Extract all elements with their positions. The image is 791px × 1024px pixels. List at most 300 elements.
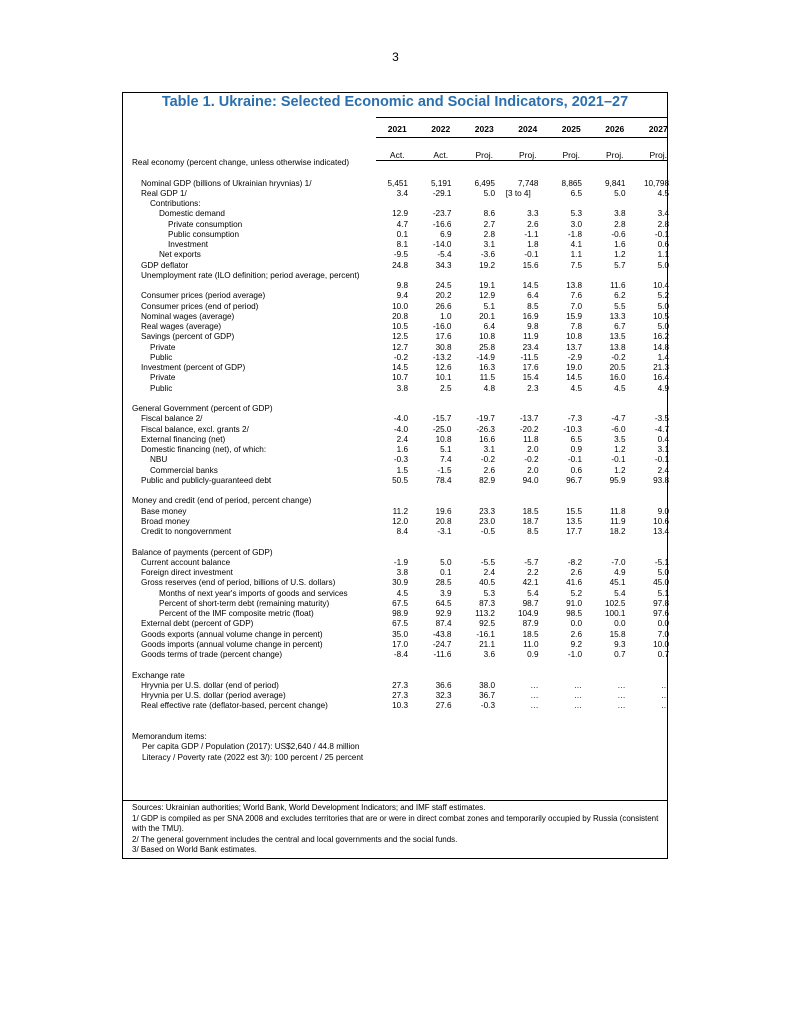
cell-value: 27.3 [392, 680, 408, 690]
table-row [132, 384, 672, 394]
cell-value: 10.8 [479, 332, 495, 342]
cell-value: 16.4 [653, 373, 669, 383]
table-row [132, 650, 672, 660]
cell-value: 6.4 [527, 291, 539, 301]
status-header: Proj. [606, 150, 624, 160]
cell-value: 2.2 [527, 568, 539, 577]
table-row [132, 425, 672, 435]
cell-value: 0.1 [440, 568, 452, 577]
cell-value: 20.2 [435, 291, 452, 301]
cell-value: -14.9 [476, 352, 495, 362]
table-title: Table 1. Ukraine: Selected Economic and Social Indicators, 2021–27 [161, 94, 629, 110]
row-label: Balance of payments (percent of GDP) [132, 547, 273, 557]
cell-value: 8.1 [396, 240, 408, 249]
cell-value: 5,451 [387, 178, 408, 188]
row-label: Months of next year's imports of goods and services [159, 588, 348, 598]
cell-value: -23.7 [432, 209, 452, 219]
cell-value: 32.3 [435, 691, 452, 700]
row-label: Credit to nongovernment [141, 527, 232, 536]
cell-value: 0.4 [657, 434, 669, 444]
cell-value: 42.1 [522, 578, 539, 588]
row-label: Goods terms of trade (percent change) [141, 650, 283, 659]
cell-value: 1.1 [657, 250, 669, 260]
cell-value: 28.5 [435, 578, 452, 588]
cell-value: 16.2 [653, 332, 669, 342]
cell-value: 6.9 [440, 229, 452, 239]
cell-value: 15.5 [566, 506, 582, 516]
cell-value: 17.6 [435, 332, 452, 342]
cell-value: 3.5 [614, 434, 626, 444]
table-row [132, 630, 672, 640]
cell-value: 16.0 [609, 373, 626, 383]
cell-value: -16.1 [476, 629, 495, 639]
cell-value: 98.9 [392, 609, 408, 618]
table-row [132, 220, 672, 230]
cell-value: 2.6 [570, 568, 582, 577]
cell-value: 27.6 [435, 701, 452, 711]
cell-value: 11.2 [392, 506, 408, 516]
cell-value: 12.6 [435, 363, 452, 372]
table-row [132, 640, 672, 650]
cell-value: 0.0 [657, 619, 669, 629]
table-row [132, 343, 672, 353]
cell-value: 13.7 [566, 342, 582, 352]
cell-value: 10.5 [392, 322, 408, 331]
row-label: General Government (percent of GDP) [132, 404, 273, 413]
table-row [132, 466, 672, 476]
cell-value: 3.4 [396, 188, 408, 198]
cell-value: 4.7 [396, 219, 408, 229]
row-label: Goods imports (annual volume change in percent) [141, 639, 323, 649]
memorandum-items [132, 732, 372, 763]
cell-value: -3.5 [654, 414, 669, 424]
cell-value: 12.9 [392, 209, 408, 219]
cell-value: -29.1 [432, 188, 452, 198]
cell-value: 21.3 [653, 363, 669, 372]
cell-value: … [530, 701, 539, 711]
cell-value: 10,798 [643, 178, 669, 188]
cell-value: 3.1 [483, 445, 495, 454]
cell-value: -43.8 [432, 629, 452, 639]
cell-value: -16.0 [432, 322, 452, 331]
cell-value: 4.9 [657, 383, 669, 393]
cell-value: -16.6 [432, 219, 452, 229]
cell-value: 4.5 [570, 383, 582, 393]
row-label: Public and publicly-guaranteed debt [141, 475, 272, 485]
row-label: Fiscal balance, excl. grants 2/ [141, 424, 249, 434]
table-row [132, 209, 672, 219]
cell-value: 20.8 [392, 311, 408, 321]
cell-value: 87.9 [522, 619, 539, 629]
table-row [132, 455, 672, 465]
cell-value: 9.0 [657, 506, 669, 516]
cell-value: 19.1 [479, 281, 495, 290]
cell-value: 20.8 [435, 516, 452, 526]
cell-value: 9.8 [396, 281, 408, 290]
cell-value: 12.0 [392, 516, 408, 526]
cell-value: 3.8 [396, 568, 408, 577]
cell-value: 5.2 [570, 588, 582, 598]
row-label: Public consumption [168, 229, 239, 239]
cell-value: -8.4 [393, 650, 408, 659]
cell-value: -4.0 [393, 414, 408, 424]
memo-line: Literacy / Poverty rate (2022 est 3/): 100 percent / 25 percent [142, 752, 364, 762]
cell-value: -7.0 [611, 557, 626, 567]
cell-value: 5.0 [657, 568, 669, 577]
cell-value: … [573, 691, 582, 700]
row-label: External debt (percent of GDP) [141, 619, 254, 629]
cell-value: 1.2 [614, 465, 626, 475]
cell-value: -13.2 [432, 352, 452, 362]
cell-value: 93.8 [653, 475, 669, 485]
cell-value: 30.8 [435, 342, 452, 352]
cell-value: 4.8 [483, 383, 495, 393]
table-row [132, 671, 672, 681]
cell-value: 18.7 [522, 516, 539, 526]
cell-value: 12.9 [479, 291, 495, 301]
cell-value: -26.3 [476, 424, 495, 434]
cell-value: 0.7 [657, 650, 669, 659]
cell-value: … [617, 691, 626, 700]
cell-value: 15.6 [522, 260, 539, 270]
cell-value: 6,495 [474, 178, 495, 188]
row-label: Contributions: [150, 199, 201, 208]
header-top-rule [376, 117, 668, 118]
cell-value: 1.6 [614, 240, 626, 249]
cell-value: 5.0 [614, 188, 626, 198]
cell-value: 24.8 [392, 260, 408, 270]
cell-value: 11.0 [523, 639, 539, 649]
table-body [132, 158, 672, 712]
cell-value: 13.5 [566, 516, 582, 526]
cell-value: 12.7 [392, 342, 408, 352]
cell-value: 9,841 [605, 178, 626, 188]
cell-value: -5.1 [654, 557, 669, 567]
table-row [132, 701, 672, 711]
row-label: Consumer prices (period average) [141, 291, 266, 301]
status-header: Act. [433, 150, 449, 160]
table-row [132, 435, 672, 445]
cell-value: 5.4 [527, 588, 539, 598]
cell-value: -11.5 [520, 352, 539, 362]
cell-value: 7.4 [440, 455, 452, 465]
cell-value: -0.2 [611, 352, 626, 362]
status-header: Proj. [562, 150, 580, 160]
cell-value: 0.1 [396, 229, 408, 239]
cell-value: 0.6 [657, 240, 669, 249]
cell-value: 5.0 [657, 260, 669, 270]
row-spacer [132, 394, 672, 404]
cell-value: 98.7 [522, 598, 539, 608]
cell-value: 15.8 [609, 629, 626, 639]
cell-value: 0.7 [614, 650, 626, 659]
cell-value: 4.5 [614, 383, 626, 393]
cell-value: -2.9 [567, 352, 582, 362]
cell-value: 78.4 [435, 475, 452, 485]
cell-value: 2.8 [483, 229, 495, 239]
cell-value: 7.6 [570, 291, 582, 301]
cell-value: 0.0 [570, 619, 582, 629]
cell-value: 82.9 [479, 475, 495, 485]
cell-value: … [530, 680, 539, 690]
cell-value: 10.3 [392, 701, 408, 711]
cell-value: -0.2 [524, 455, 539, 465]
cell-value: 94.0 [522, 475, 539, 485]
cell-value: 100.1 [605, 609, 626, 618]
cell-value: 8.5 [527, 527, 539, 536]
table-row [132, 363, 672, 373]
table-row [132, 271, 672, 292]
cell-value: 24.5 [435, 281, 452, 290]
cell-value: 92.5 [479, 619, 495, 629]
cell-value: … [660, 701, 669, 711]
cell-value: 3.9 [440, 588, 452, 598]
cell-value: 1.2 [614, 445, 626, 454]
table-row [132, 619, 672, 629]
row-label: Unemployment rate (ILO definition; period average, percent) [141, 270, 360, 280]
status-header: Act. [389, 150, 405, 160]
table-row [132, 240, 672, 250]
row-label: Hryvnia per U.S. dollar (period average) [141, 691, 286, 700]
row-label: Public [150, 352, 173, 362]
cell-value: 4.9 [614, 568, 626, 577]
cell-value: -0.1 [654, 229, 669, 239]
cell-value: 34.3 [435, 260, 452, 270]
cell-value: -25.0 [432, 424, 452, 434]
cell-value: -4.0 [393, 424, 408, 434]
cell-value: 45.0 [653, 578, 669, 588]
cell-value: 13.4 [653, 527, 669, 536]
row-label: GDP deflator [141, 260, 189, 270]
table-row [132, 312, 672, 322]
notes-rule [122, 800, 668, 801]
table-row [132, 507, 672, 517]
row-label: Net exports [159, 250, 201, 260]
cell-value: 67.5 [392, 598, 408, 608]
cell-value: 14.5 [522, 281, 539, 290]
cell-value: 2.0 [527, 465, 539, 475]
cell-value: -1.1 [524, 229, 539, 239]
cell-value: 13.8 [609, 342, 626, 352]
cell-value: [3 to 4] [505, 188, 531, 198]
table-row [132, 609, 672, 619]
cell-value: 0.9 [570, 445, 582, 454]
cell-value: 13.5 [609, 332, 626, 342]
cell-value: -3.6 [480, 250, 495, 260]
cell-value: 38.0 [479, 680, 495, 690]
table-row [132, 373, 672, 383]
cell-value: 14.8 [653, 342, 669, 352]
note-line: Sources: Ukrainian authorities; World Bank, World Development Indicators; and IMF staff estimates. [132, 803, 486, 812]
cell-value: 13.8 [566, 281, 582, 290]
table-row [132, 404, 672, 414]
cell-value: 16.9 [522, 311, 539, 321]
cell-value: 92.9 [435, 609, 452, 618]
year-header: 2021 [387, 124, 407, 134]
cell-value: -10.3 [563, 424, 582, 434]
cell-value: 1.1 [570, 250, 582, 260]
cell-value: 5.1 [483, 301, 495, 311]
cell-value: 26.6 [435, 301, 452, 311]
cell-value: -0.2 [393, 352, 408, 362]
cell-value: -0.1 [611, 455, 626, 465]
cell-value: 11.9 [610, 516, 626, 526]
status-header: Proj. [649, 150, 667, 160]
cell-value: 8.6 [483, 209, 495, 219]
cell-value: 7.0 [657, 629, 669, 639]
cell-value: 1.4 [657, 352, 669, 362]
cell-value: 16.6 [479, 434, 495, 444]
table-row [132, 291, 672, 301]
cell-value: 10.0 [392, 301, 408, 311]
cell-value: -7.3 [567, 414, 582, 424]
row-label: Foreign direct investment [141, 568, 233, 577]
table-row [132, 548, 672, 558]
cell-value: 23.0 [479, 516, 495, 526]
cell-value: 5.1 [440, 445, 452, 454]
cell-value: 19.2 [479, 260, 495, 270]
cell-value: 30.9 [392, 578, 408, 588]
cell-value: 1.6 [396, 445, 408, 454]
cell-value: 113.2 [475, 609, 495, 618]
cell-value: 19.0 [566, 363, 582, 372]
row-label: Money and credit (end of period, percent change) [132, 496, 312, 506]
cell-value: 1.5 [396, 465, 408, 475]
cell-value: -15.7 [432, 414, 452, 424]
cell-value: 6.2 [614, 291, 626, 301]
cell-value: -0.1 [654, 455, 669, 465]
cell-value: 5.7 [614, 260, 626, 270]
table-row [132, 302, 672, 312]
row-label: Commercial banks [150, 465, 218, 475]
note-line: 2/ The general government includes the central and local governments and the social funds. [132, 834, 458, 844]
table-row [132, 476, 672, 486]
cell-value: -1.9 [393, 557, 408, 567]
cell-value: 104.9 [518, 609, 539, 618]
cell-value: -5.5 [480, 557, 495, 567]
cell-value: 18.2 [609, 527, 626, 536]
cell-value: 11.6 [610, 281, 626, 290]
year-header: 2025 [561, 124, 581, 134]
row-label: Investment [168, 240, 209, 249]
table-row [132, 681, 672, 691]
cell-value: -0.1 [524, 250, 539, 260]
row-label: Nominal wages (average) [141, 311, 235, 321]
cell-value: 18.5 [522, 506, 539, 516]
cell-value: 67.5 [392, 619, 408, 629]
page-number: 3 [392, 50, 399, 64]
cell-value: 5.0 [483, 188, 495, 198]
cell-value: -5.7 [524, 557, 539, 567]
row-label: Real effective rate (deflator-based, percent change) [141, 701, 328, 711]
cell-value: 3.4 [657, 209, 669, 219]
cell-value: 40.5 [479, 578, 495, 588]
cell-value: -20.2 [519, 424, 539, 434]
cell-value: 35.0 [392, 629, 408, 639]
cell-value: 96.7 [566, 475, 582, 485]
cell-value: 45.1 [609, 578, 626, 588]
table-row [132, 322, 672, 332]
row-label: Exchange rate [132, 670, 185, 680]
cell-value: 3.6 [483, 650, 495, 659]
year-header: 2023 [474, 124, 494, 134]
cell-value: … [660, 680, 669, 690]
cell-value: 10.7 [392, 373, 408, 383]
cell-value: 8.4 [396, 527, 408, 536]
table-row [132, 250, 672, 260]
table-row [132, 179, 672, 189]
cell-value: 15.4 [522, 373, 539, 383]
cell-value: 9.2 [570, 639, 582, 649]
cell-value: 3.8 [614, 209, 626, 219]
cell-value: 36.6 [435, 680, 452, 690]
row-spacer [132, 537, 672, 547]
cell-value: 25.8 [479, 342, 495, 352]
table-row [132, 558, 672, 568]
table-row [132, 517, 672, 527]
year-header: 2022 [431, 124, 451, 134]
cell-value: 11.8 [610, 506, 626, 516]
cell-value: 4.1 [570, 240, 582, 249]
cell-value: 10.6 [653, 516, 669, 526]
row-label: Gross reserves (end of period, billions of U.S. dollars) [141, 578, 336, 588]
cell-value: -5.4 [437, 250, 452, 260]
table-row [132, 199, 672, 209]
cell-value: 2.7 [483, 219, 495, 229]
row-label: Real GDP 1/ [141, 188, 187, 198]
cell-value: -0.2 [480, 455, 495, 465]
cell-value: -19.7 [476, 414, 495, 424]
row-spacer [132, 660, 672, 670]
cell-value: -14.0 [432, 240, 452, 249]
cell-value: 3.8 [396, 383, 408, 393]
row-label: Private [150, 373, 176, 383]
cell-value: 19.6 [435, 506, 452, 516]
row-label: Percent of the IMF composite metric (float) [159, 609, 314, 618]
cell-value: 6.5 [570, 188, 582, 198]
row-label: Private [150, 342, 176, 352]
row-label: Nominal GDP (billions of Ukrainian hryvnias) 1/ [141, 178, 312, 188]
cell-value: 2.5 [440, 383, 452, 393]
cell-value: 11.8 [523, 434, 539, 444]
table-notes [132, 803, 664, 856]
cell-value: 0.9 [527, 650, 539, 659]
cell-value: 13.3 [609, 311, 626, 321]
cell-value: 4.5 [396, 588, 408, 598]
cell-value: 5.2 [657, 291, 669, 301]
table-row [132, 261, 672, 271]
cell-value: 14.5 [392, 363, 408, 372]
cell-value: -11.6 [433, 650, 452, 659]
row-label: Percent of short-term debt (remaining maturity) [159, 598, 330, 608]
cell-value: 0.6 [570, 465, 582, 475]
cell-value: 5.1 [657, 588, 669, 598]
cell-value: 6.7 [614, 322, 626, 331]
cell-value: 10.4 [653, 281, 669, 290]
cell-value: -1.8 [567, 229, 582, 239]
cell-value: 10.5 [653, 311, 669, 321]
row-label: Real economy (percent change, unless otherwise indicated) [132, 158, 350, 167]
cell-value: 87.4 [435, 619, 452, 629]
cell-value: 7.0 [570, 301, 582, 311]
cell-value: 2.6 [570, 629, 582, 639]
cell-value: 2.3 [527, 383, 539, 393]
cell-value: 21.1 [479, 639, 495, 649]
cell-value: 10.8 [435, 434, 452, 444]
row-label: External financing (net) [141, 434, 226, 444]
table-row [132, 414, 672, 424]
cell-value: 11.9 [523, 332, 539, 342]
